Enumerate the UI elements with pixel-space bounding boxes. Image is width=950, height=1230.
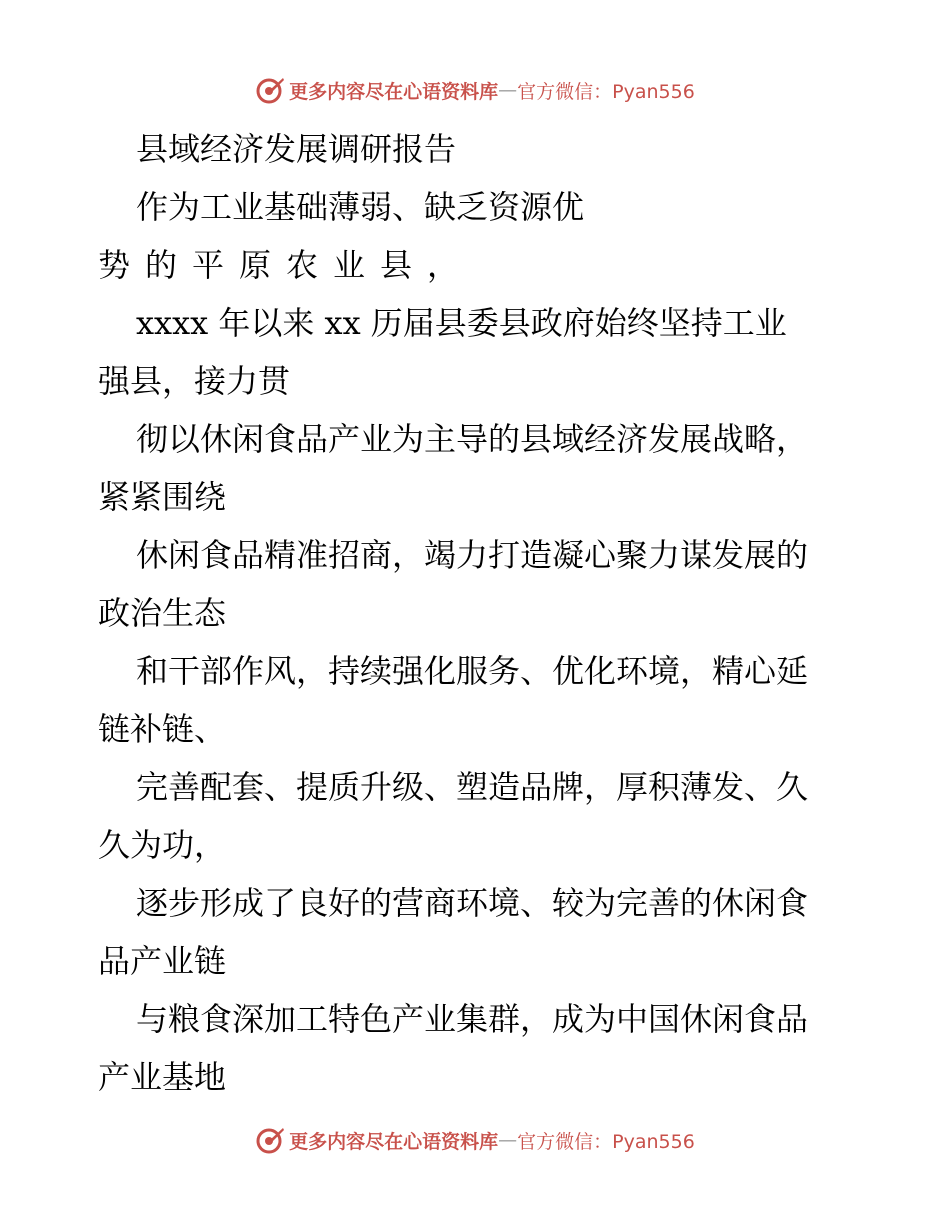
document-line: 和干部作风，持续强化服务、优化环境，精心延 <box>136 652 809 690</box>
document-line: 作为工业基础薄弱、缺乏资源优 <box>136 188 585 226</box>
document-line: xxxx 年以来 xx 历届县委县政府始终坚持工业 <box>136 304 787 342</box>
document-line: 县域经济发展调研报告 <box>136 130 457 168</box>
document-line: 产业基地 <box>98 1058 227 1096</box>
document-line: 彻以休闲食品产业为主导的县域经济发展战略， <box>136 420 809 458</box>
document-line: 紧紧围绕 <box>98 478 227 516</box>
watermark-wechat-text: 官方微信：Pyan556 <box>517 1130 695 1153</box>
document-line: 与粮食深加工特色产业集群，成为中国休闲食品 <box>136 1000 809 1038</box>
document-line: 久为功， <box>98 826 227 864</box>
document-body <box>98 120 853 1106</box>
watermark-main-text: 更多内容尽在心语资料库 <box>289 1130 499 1153</box>
pen-logo-icon <box>255 75 285 105</box>
watermark-separator: — <box>498 1129 518 1151</box>
document-line: 品产业链 <box>98 942 227 980</box>
watermark-header <box>0 70 950 110</box>
watermark-wechat-text: 官方微信：Pyan556 <box>517 80 695 103</box>
document-line: 势的平原农业县， <box>98 246 475 284</box>
document-line: 休闲食品精准招商，竭力打造凝心聚力谋发展的 <box>136 536 809 574</box>
watermark-main-text: 更多内容尽在心语资料库 <box>289 80 499 103</box>
watermark-separator: — <box>498 79 518 101</box>
document-line: 完善配套、提质升级、塑造品牌，厚积薄发、久 <box>136 768 809 806</box>
document-line: 链补链、 <box>98 710 227 748</box>
pen-logo-icon <box>255 1125 285 1155</box>
document-line: 政治生态 <box>98 594 227 632</box>
watermark-footer <box>0 1120 950 1160</box>
document-line: 强县，接力贯 <box>98 362 291 400</box>
document-line: 逐步形成了良好的营商环境、较为完善的休闲食 <box>136 884 809 922</box>
